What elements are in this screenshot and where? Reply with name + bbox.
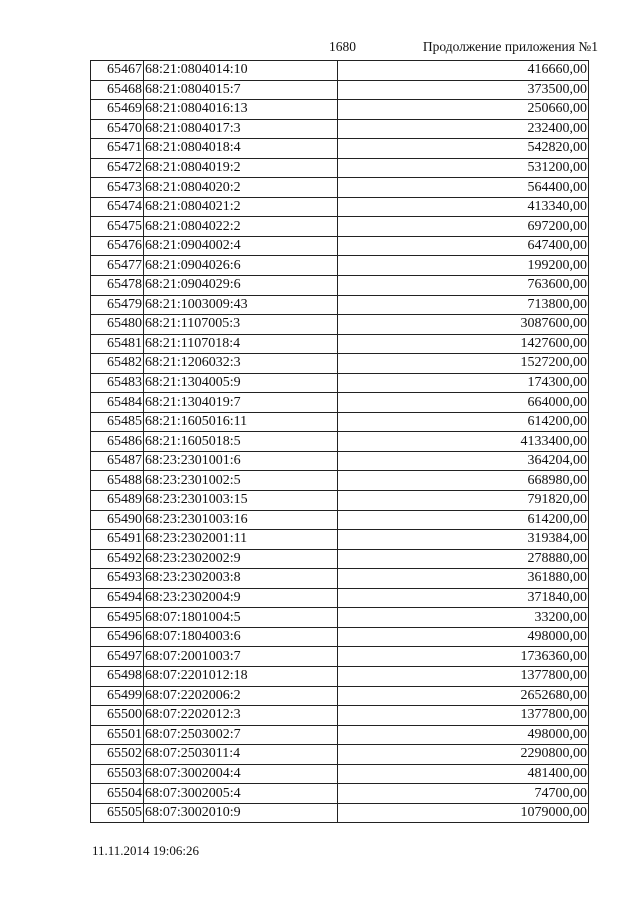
cadastral-value-cell: 371840,00 — [338, 588, 589, 608]
table-row — [91, 588, 589, 608]
appendix-continuation-title: Продолжение приложения №1 — [422, 39, 598, 54]
cadastral-number-cell: 68:23:2301002:5 — [144, 471, 338, 491]
table-row — [91, 100, 589, 120]
row-number-cell: 65491 — [91, 530, 144, 550]
table-row — [91, 647, 589, 667]
table-row — [91, 354, 589, 374]
cadastral-number-cell: 68:23:2301001:6 — [144, 451, 338, 471]
row-number-cell: 65498 — [91, 666, 144, 686]
row-number-cell: 65478 — [91, 276, 144, 296]
cadastral-number-cell: 68:07:1804003:6 — [144, 627, 338, 647]
row-number-cell: 65485 — [91, 412, 144, 432]
table-row — [91, 119, 589, 139]
row-number-cell: 65482 — [91, 354, 144, 374]
cadastral-number-cell: 68:21:0904026:6 — [144, 256, 338, 276]
cadastral-number-cell: 68:21:0804020:2 — [144, 178, 338, 198]
cadastral-value-cell: 531200,00 — [338, 158, 589, 178]
row-number-cell: 65494 — [91, 588, 144, 608]
cadastral-number-cell: 68:07:2503011:4 — [144, 745, 338, 765]
cadastral-number-cell: 68:21:0804016:13 — [144, 100, 338, 120]
cadastral-value-cell: 232400,00 — [338, 119, 589, 139]
row-number-cell: 65503 — [91, 764, 144, 784]
table-row — [91, 471, 589, 491]
cadastral-value-cell: 498000,00 — [338, 627, 589, 647]
cadastral-value-cell: 3087600,00 — [338, 315, 589, 335]
cadastral-value-cell: 664000,00 — [338, 393, 589, 413]
cadastral-value-cell: 614200,00 — [338, 510, 589, 530]
table-row — [91, 491, 589, 511]
cadastral-value-cell: 713800,00 — [338, 295, 589, 315]
table-row — [91, 510, 589, 530]
row-number-cell: 65501 — [91, 725, 144, 745]
cadastral-number-cell: 68:07:2202006:2 — [144, 686, 338, 706]
table-row — [91, 608, 589, 628]
cadastral-number-cell: 68:07:2201012:18 — [144, 666, 338, 686]
page-number: 1680 — [329, 39, 356, 54]
cadastral-value-cell: 1377800,00 — [338, 706, 589, 726]
row-number-cell: 65489 — [91, 491, 144, 511]
cadastral-number-cell: 68:07:3002004:4 — [144, 764, 338, 784]
row-number-cell: 65480 — [91, 315, 144, 335]
cadastral-number-cell: 68:21:0804018:4 — [144, 139, 338, 159]
cadastral-number-cell: 68:07:2503002:7 — [144, 725, 338, 745]
table-row — [91, 158, 589, 178]
table-row — [91, 725, 589, 745]
table-row — [91, 373, 589, 393]
row-number-cell: 65504 — [91, 784, 144, 804]
cadastral-value-cell: 1736360,00 — [338, 647, 589, 667]
cadastral-number-cell: 68:21:0804021:2 — [144, 197, 338, 217]
row-number-cell: 65484 — [91, 393, 144, 413]
cadastral-number-cell: 68:07:3002005:4 — [144, 784, 338, 804]
cadastral-value-cell: 33200,00 — [338, 608, 589, 628]
cadastral-value-cell: 319384,00 — [338, 530, 589, 550]
table-row — [91, 412, 589, 432]
cadastral-value-cell: 564400,00 — [338, 178, 589, 198]
cadastral-value-cell: 498000,00 — [338, 725, 589, 745]
cadastral-number-cell: 68:23:2302002:9 — [144, 549, 338, 569]
table-row — [91, 706, 589, 726]
row-number-cell: 65477 — [91, 256, 144, 276]
cadastral-value-table — [90, 60, 589, 823]
row-number-cell: 65490 — [91, 510, 144, 530]
cadastral-number-cell: 68:07:2001003:7 — [144, 647, 338, 667]
cadastral-number-cell: 68:23:2302003:8 — [144, 569, 338, 589]
row-number-cell: 65473 — [91, 178, 144, 198]
table-row — [91, 627, 589, 647]
row-number-cell: 65499 — [91, 686, 144, 706]
row-number-cell: 65500 — [91, 706, 144, 726]
row-number-cell: 65476 — [91, 236, 144, 256]
row-number-cell: 65469 — [91, 100, 144, 120]
cadastral-number-cell: 68:21:1003009:43 — [144, 295, 338, 315]
cadastral-number-cell: 68:21:1107005:3 — [144, 315, 338, 335]
row-number-cell: 65496 — [91, 627, 144, 647]
row-number-cell: 65493 — [91, 569, 144, 589]
cadastral-value-cell: 174300,00 — [338, 373, 589, 393]
cadastral-number-cell: 68:07:3002010:9 — [144, 803, 338, 823]
cadastral-value-cell: 614200,00 — [338, 412, 589, 432]
cadastral-value-cell: 278880,00 — [338, 549, 589, 569]
cadastral-value-cell: 199200,00 — [338, 256, 589, 276]
table-row — [91, 295, 589, 315]
cadastral-value-cell: 647400,00 — [338, 236, 589, 256]
cadastral-value-cell: 542820,00 — [338, 139, 589, 159]
cadastral-number-cell: 68:21:1206032:3 — [144, 354, 338, 374]
table-row — [91, 686, 589, 706]
row-number-cell: 65479 — [91, 295, 144, 315]
table-row — [91, 666, 589, 686]
cadastral-number-cell: 68:21:0804014:10 — [144, 61, 338, 81]
cadastral-number-cell: 68:21:1304019:7 — [144, 393, 338, 413]
cadastral-number-cell: 68:23:2302004:9 — [144, 588, 338, 608]
cadastral-value-cell: 791820,00 — [338, 491, 589, 511]
row-number-cell: 65467 — [91, 61, 144, 81]
table-row — [91, 334, 589, 354]
cadastral-value-cell: 373500,00 — [338, 80, 589, 100]
row-number-cell: 65486 — [91, 432, 144, 452]
row-number-cell: 65472 — [91, 158, 144, 178]
cadastral-value-cell: 697200,00 — [338, 217, 589, 237]
table-row — [91, 256, 589, 276]
footer-timestamp: 11.11.2014 19:06:26 — [92, 843, 200, 858]
row-number-cell: 65471 — [91, 139, 144, 159]
table-row — [91, 784, 589, 804]
row-number-cell: 65470 — [91, 119, 144, 139]
cadastral-number-cell: 68:23:2302001:11 — [144, 530, 338, 550]
table-row — [91, 745, 589, 765]
cadastral-value-cell: 250660,00 — [338, 100, 589, 120]
cadastral-number-cell: 68:21:0904029:6 — [144, 276, 338, 296]
table-row — [91, 276, 589, 296]
table-row — [91, 432, 589, 452]
cadastral-value-cell: 763600,00 — [338, 276, 589, 296]
cadastral-value-cell: 1427600,00 — [338, 334, 589, 354]
cadastral-number-cell: 68:21:1304005:9 — [144, 373, 338, 393]
row-number-cell: 65481 — [91, 334, 144, 354]
cadastral-value-cell: 364204,00 — [338, 451, 589, 471]
table-row — [91, 315, 589, 335]
row-number-cell: 65474 — [91, 197, 144, 217]
cadastral-value-cell: 361880,00 — [338, 569, 589, 589]
cadastral-value-cell: 481400,00 — [338, 764, 589, 784]
table-row — [91, 80, 589, 100]
cadastral-number-cell: 68:07:1801004:5 — [144, 608, 338, 628]
row-number-cell: 65487 — [91, 451, 144, 471]
cadastral-value-cell: 2290800,00 — [338, 745, 589, 765]
row-number-cell: 65492 — [91, 549, 144, 569]
table-row — [91, 178, 589, 198]
cadastral-value-cell: 4133400,00 — [338, 432, 589, 452]
row-number-cell: 65505 — [91, 803, 144, 823]
cadastral-number-cell: 68:23:2301003:15 — [144, 491, 338, 511]
table-row — [91, 139, 589, 159]
table-row — [91, 764, 589, 784]
cadastral-value-cell: 416660,00 — [338, 61, 589, 81]
row-number-cell: 65483 — [91, 373, 144, 393]
cadastral-number-cell: 68:21:1605018:5 — [144, 432, 338, 452]
cadastral-number-cell: 68:07:2202012:3 — [144, 706, 338, 726]
cadastral-number-cell: 68:21:0804017:3 — [144, 119, 338, 139]
table-row — [91, 197, 589, 217]
cadastral-value-cell: 1079000,00 — [338, 803, 589, 823]
cadastral-value-cell: 413340,00 — [338, 197, 589, 217]
row-number-cell: 65497 — [91, 647, 144, 667]
table-row — [91, 393, 589, 413]
cadastral-number-cell: 68:23:2301003:16 — [144, 510, 338, 530]
table-row — [91, 569, 589, 589]
page-header — [0, 39, 640, 57]
row-number-cell: 65502 — [91, 745, 144, 765]
cadastral-number-cell: 68:21:0804022:2 — [144, 217, 338, 237]
table-body — [91, 61, 589, 823]
row-number-cell: 65495 — [91, 608, 144, 628]
table-row — [91, 803, 589, 823]
table-row — [91, 451, 589, 471]
row-number-cell: 65475 — [91, 217, 144, 237]
table-row — [91, 217, 589, 237]
cadastral-number-cell: 68:21:0804015:7 — [144, 80, 338, 100]
cadastral-value-cell: 1527200,00 — [338, 354, 589, 374]
cadastral-number-cell: 68:21:1107018:4 — [144, 334, 338, 354]
cadastral-value-cell: 74700,00 — [338, 784, 589, 804]
table-row — [91, 236, 589, 256]
cadastral-number-cell: 68:21:0804019:2 — [144, 158, 338, 178]
row-number-cell: 65488 — [91, 471, 144, 491]
row-number-cell: 65468 — [91, 80, 144, 100]
cadastral-value-cell: 1377800,00 — [338, 666, 589, 686]
cadastral-value-cell: 2652680,00 — [338, 686, 589, 706]
cadastral-value-cell: 668980,00 — [338, 471, 589, 491]
table-row — [91, 549, 589, 569]
cadastral-number-cell: 68:21:1605016:11 — [144, 412, 338, 432]
cadastral-number-cell: 68:21:0904002:4 — [144, 236, 338, 256]
table-row — [91, 61, 589, 81]
table-row — [91, 530, 589, 550]
